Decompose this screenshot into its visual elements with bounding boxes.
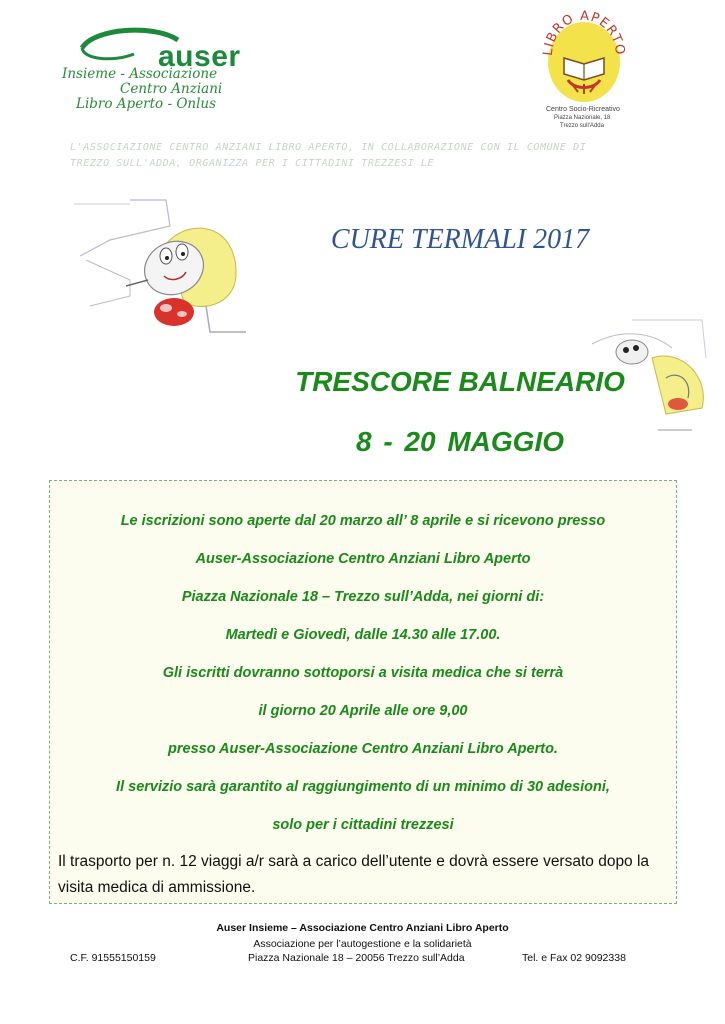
info-line-2: Auser-Associazione Centro Anziani Libro Aperto	[195, 551, 531, 567]
intro-line-2: TREZZO SULL'ADDA, ORGANIZZA PER I CITTADINI TREZZESI LE	[70, 158, 435, 169]
libro-label-1: Centro Socio-Ricreativo	[546, 106, 620, 113]
libro-aperto-logo	[538, 4, 628, 130]
transport-note: Il trasporto per n. 12 viaggi a/r sarà a carico dell’utente e dovrà essere versato dopo la visita medica di ammissione.	[58, 853, 650, 896]
intro-line-1: L'ASSOCIAZIONE CENTRO ANZIANI LIBRO APERTO, IN COLLABORAZIONE CON IL COMUNE DI	[70, 142, 587, 153]
footer-phone: Tel. e Fax 02 9092338	[522, 952, 626, 964]
libro-arc-text: LIBRO APERTO	[540, 8, 628, 57]
auser-wordmark: auser	[158, 40, 241, 73]
libro-aperto-emblem-icon	[538, 4, 628, 104]
info-line-9: solo per i cittadini trezzesi	[272, 817, 454, 833]
libro-label-2: Piazza Nazionale, 18	[554, 115, 611, 121]
footer-description: Associazione per l’autogestione e la solidarietà	[253, 938, 472, 950]
auser-tagline-1: Insieme - Associazione	[62, 66, 218, 82]
event-title: CURE TERMALI 2017	[330, 224, 590, 255]
info-box	[49, 480, 677, 904]
cartoon-spa-chair-illustration	[70, 196, 260, 346]
info-line-6: il giorno 20 Aprile alle ore 9,00	[258, 703, 468, 719]
info-line-7: presso Auser-Associazione Centro Anziani Libro Aperto.	[168, 741, 558, 757]
info-line-8: Il servizio sarà garantito al raggiungimento di un minimo di 30 adesioni,	[116, 779, 610, 795]
info-line-5: Gli iscritti dovranno sottoporsi a visita medica che si terrà	[162, 665, 564, 681]
auser-logo	[62, 24, 262, 114]
intro-text	[70, 140, 630, 172]
info-line-3: Piazza Nazionale 18 – Trezzo sull’Adda, nei giorni di:	[181, 589, 545, 605]
footer-tax-code: C.F. 91555150159	[70, 952, 156, 964]
footer-organization: Auser Insieme – Associazione Centro Anziani Libro Aperto	[216, 922, 509, 934]
event-dates: 8 - 20 MAGGIO	[355, 426, 565, 457]
info-line-1: Le iscrizioni sono aperte dal 20 marzo all’ 8 aprile e si ricevono presso	[120, 513, 606, 529]
footer-address: Piazza Nazionale 18 – 20056 Trezzo sull’Adda	[248, 952, 465, 964]
auser-tagline-3: Libro Aperto - Onlus	[76, 96, 217, 112]
info-line-4: Martedì e Giovedì, dalle 14.30 alle 17.00.	[225, 627, 501, 643]
libro-label-3: Trezzo sull'Adda	[560, 123, 604, 129]
auser-tagline-2: Centro Anziani	[120, 81, 223, 97]
event-location: TRESCORE BALNEARIO	[295, 366, 625, 397]
